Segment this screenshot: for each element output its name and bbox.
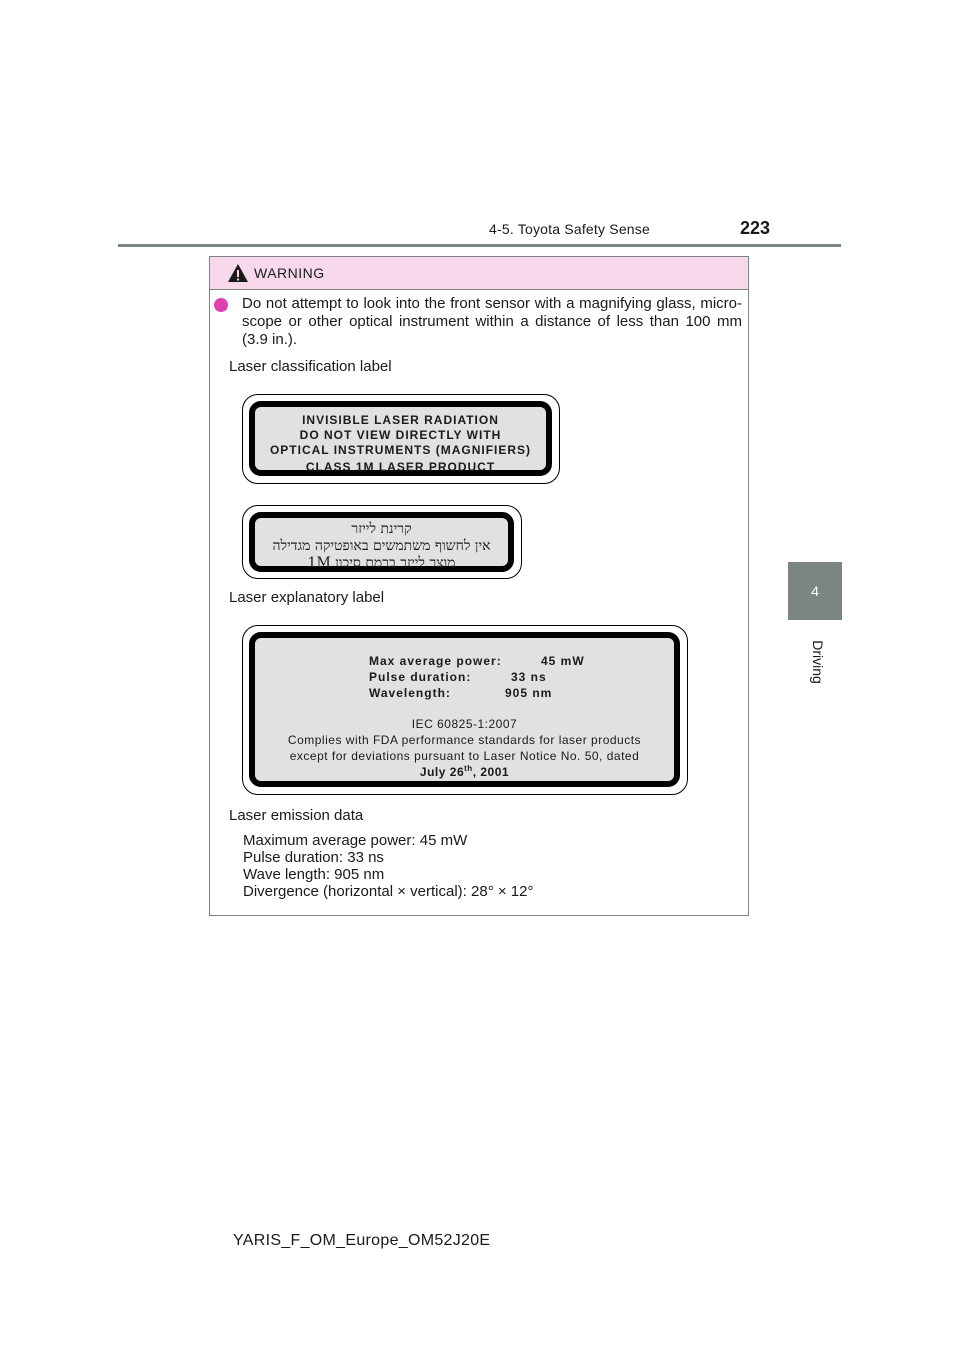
compliance-date: July 26th, 2001 <box>419 764 510 779</box>
plate-inner-frame <box>249 632 680 787</box>
compliance-line: Complies with FDA performance standards for laser products <box>287 733 642 747</box>
laser-explanatory-plate <box>242 625 688 795</box>
emission-label-caption: Laser emission data <box>229 807 364 824</box>
explanatory-row-label: Wavelength: <box>369 686 451 700</box>
plate-line: קרינת לייזר <box>351 521 412 537</box>
page-number: 223 <box>740 218 771 238</box>
explanatory-row-label: Pulse duration: <box>369 670 472 684</box>
chapter-number: 4 <box>811 583 819 599</box>
classification-label-caption: Laser classification label <box>229 358 392 375</box>
header-section-title: 4-5. Toyota Safety Sense <box>489 221 650 237</box>
explanatory-row-value: 45 mW <box>541 654 585 668</box>
bullet-dot <box>214 298 228 312</box>
plate-inner-frame <box>249 401 552 476</box>
laser-classification-plate <box>242 394 560 484</box>
chapter-label: Driving <box>810 640 826 684</box>
compliance-line: except for deviations pursuant to Laser Notice No. 50, dated <box>289 749 640 763</box>
plate-line: מוצר לייזר ברמת סיכון 1M <box>307 555 456 571</box>
explanatory-label-caption: Laser explanatory label <box>229 589 385 606</box>
chapter-tab[interactable] <box>788 562 842 620</box>
warning-bullet-text: Do not attempt to look into the front sensor with a magnifying glass, micro- scope or other optical instrument within a distance of less than 100 mm (3.9 in.). <box>242 295 742 348</box>
footer-doc-id: YARIS_F_OM_Europe_OM52J20E <box>233 1232 491 1249</box>
plate-line: CLASS 1M LASER PRODUCT <box>305 460 496 474</box>
explanatory-row-value: 905 nm <box>505 686 553 700</box>
warning-title: WARNING <box>254 265 325 281</box>
plate-line: DO NOT VIEW DIRECTLY WITH <box>299 428 502 442</box>
explanatory-row-label: Max average power: <box>369 654 502 668</box>
plate-line: INVISIBLE LASER RADIATION <box>302 413 499 427</box>
standard-reference: IEC 60825-1:2007 <box>411 717 518 731</box>
header-divider <box>118 244 841 247</box>
emission-data-line: Maximum average power: 45 mW <box>243 832 468 849</box>
plate-line: אין לחשוף משתמשים באופטיקה מגדילה <box>272 538 491 554</box>
laser-hebrew-plate <box>242 505 522 579</box>
emission-data-line: Divergence (horizontal × vertical): 28° × 12° <box>243 883 534 900</box>
warning-triangle-icon <box>227 263 249 283</box>
emission-data-line: Wave length: 905 nm <box>243 866 385 883</box>
plate-inner-frame <box>249 512 514 572</box>
plate-line: OPTICAL INSTRUMENTS (MAGNIFIERS) <box>269 443 532 457</box>
explanatory-row-value: 33 ns <box>511 670 547 684</box>
emission-data-line: Pulse duration: 33 ns <box>243 849 384 866</box>
warning-header <box>210 257 748 290</box>
